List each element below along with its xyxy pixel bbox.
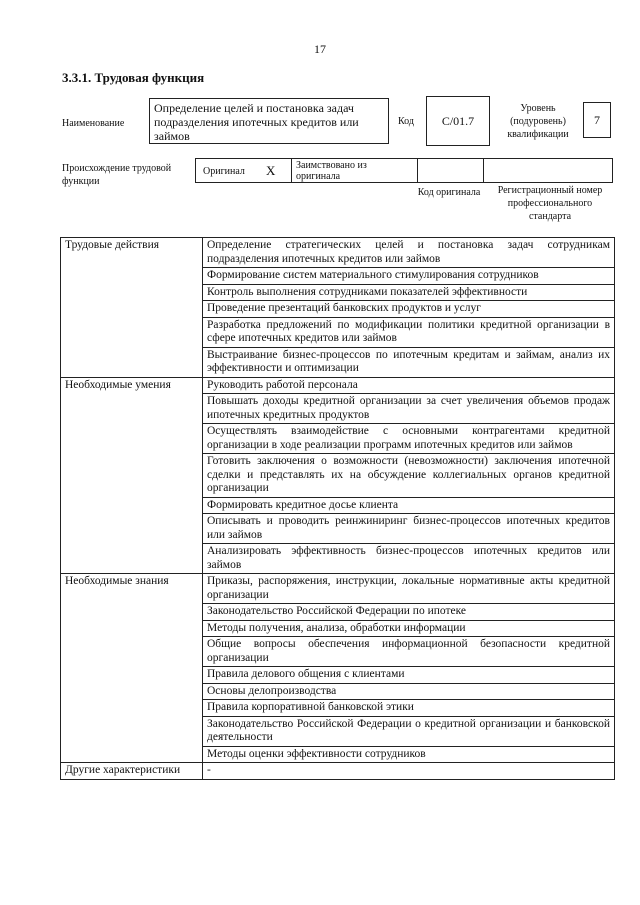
item-cell: Разработка предложений по модификации политики кредитной организации в сфере ипотечных кредитов или займов [203,317,615,347]
item-cell: Руководить работой персонала [203,377,615,394]
item-cell: Методы оценки эффективности сотрудников [203,746,615,763]
page-number: 17 [314,42,326,56]
function-code: C/01.7 [426,96,490,146]
code-label: Код [398,116,414,127]
table-row [61,238,615,268]
item-cell: Законодательство Российской Федерации по ипотеке [203,604,615,621]
level-label: Уровень (подуровень) квалификации [507,103,569,140]
category-cell: Необходимые знания [61,574,203,763]
origin-borrowed-cell [292,159,418,182]
section-heading: 3.3.1. Трудовая функция [62,70,205,85]
function-table-body [61,238,615,780]
item-cell: Описывать и проводить реинжиниринг бизнес-процессов ипотечных кредитов или займов [203,514,615,544]
name-label: Наименование [62,118,125,129]
table-row [61,377,615,394]
item-cell: Готовить заключения о возможности (невозможности) заключения ипотечной сделки и представлять их на обсуждение коллегиальных органов кредитной организации [203,454,615,498]
item-cell: Проведение презентаций банковских продуктов и услуг [203,301,615,318]
item-cell: Методы получения, анализа, обработки информации [203,620,615,637]
origin-code-cell [418,159,484,182]
function-table [60,237,615,780]
item-cell: Общие вопросы обеспечения информационной безопасности кредитной организации [203,637,615,667]
item-cell: Определение стратегических целей и постановка задач сотрудникам подразделения ипотечных кредитов или займов [203,238,615,268]
category-cell: Трудовые действия [61,238,203,378]
item-cell: Осуществлять взаимодействие с основными контрагентами кредитной организации в ходе реализации программ ипотечных кредитов или займов [203,424,615,454]
borrowed-label: Заимствовано из оригинала [296,160,367,182]
code-original-label: Код оригинала [417,187,481,198]
item-cell: Анализировать эффективность бизнес-процессов ипотечных кредитов или займов [203,544,615,574]
origin-original-cell [196,159,292,182]
item-cell: - [203,763,615,780]
item-cell: Приказы, распоряжения, инструкции, локальные нормативные акты кредитной организации [203,574,615,604]
category-cell: Другие характеристики [61,763,203,780]
table-row [61,763,615,780]
category-cell: Необходимые умения [61,377,203,574]
item-cell: Законодательство Российской Федерации о кредитной организации и банковской деятельности [203,716,615,746]
item-cell: Правила корпоративной банковской этики [203,700,615,717]
item-cell: Выстраивание бизнес-процессов по ипотечным кредитам и займам, анализ их эффективности и оптимизации [203,347,615,377]
item-cell: Формирование систем материального стимулирования сотрудников [203,268,615,285]
item-cell: Повышать доходы кредитной организации за счет увеличения объемов продаж ипотечных кредитных продуктов [203,394,615,424]
function-name: Определение целей и постановка задач подразделения ипотечных кредитов или займов [149,98,389,144]
origin-label: Происхождение трудовой функции [62,163,172,187]
item-cell: Основы делопроизводства [203,683,615,700]
item-cell: Правила делового общения с клиентами [203,667,615,684]
qualification-level: 7 [583,102,611,138]
item-cell: Контроль выполнения сотрудниками показателей эффективности [203,284,615,301]
original-mark: Х [266,163,276,178]
item-cell: Формировать кредитное досье клиента [203,497,615,514]
origin-row [195,158,613,183]
table-row [61,574,615,604]
reg-number-label: Регистрационный номер профессионального стандарта [497,185,603,222]
original-label: Оригинал [203,166,245,177]
